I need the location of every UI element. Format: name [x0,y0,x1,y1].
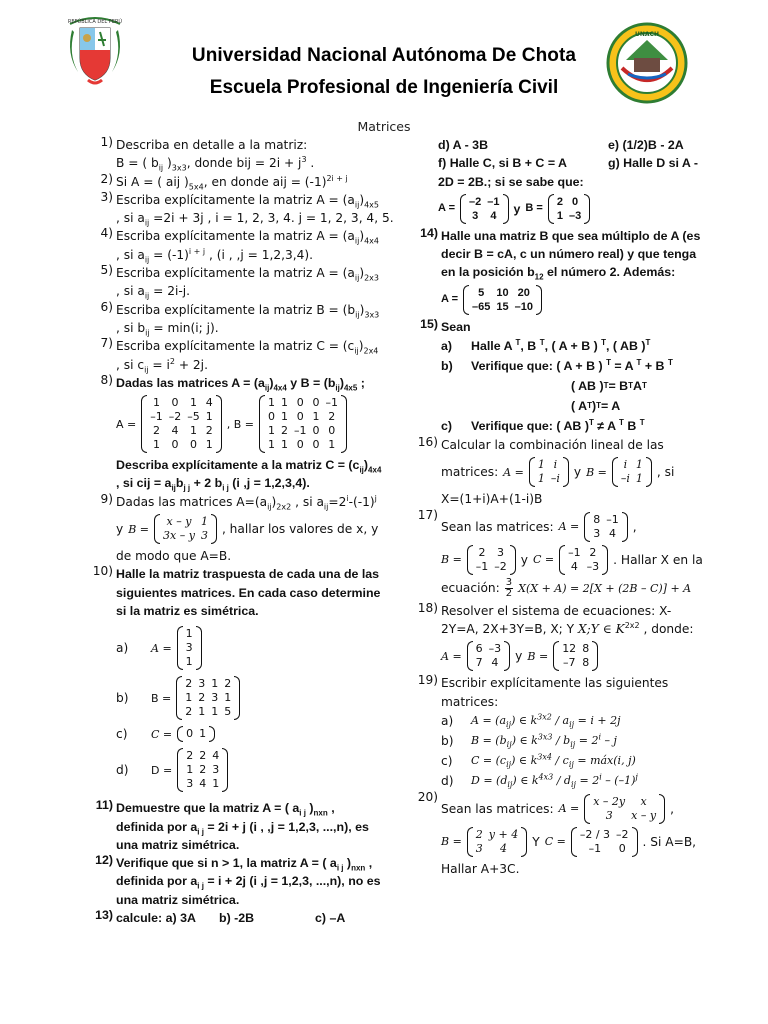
matrix-entry: 2 [328,410,336,424]
matrix-B [612,457,652,487]
matrix-entry: 1 [212,777,220,791]
matrix-entry: x – y [631,808,657,822]
school-title: Escuela Profesional de Ingeniería Civil [209,77,559,98]
matrix-entry: 3 [198,677,206,691]
matrix-entry: 2 [475,827,483,841]
matrix-entries [182,677,234,719]
problem-17: 17) Sean las matrices: A = 8 –1 3 4 , B = 2 3 –1 –2 y C = –1 2 4 –3 . Hallar X en la ecuación: 3 2 X(X + A) = 2[X + (2B – C)] + A [417,507,703,599]
problem-7: 7) Escriba explícitamente la matriz $C = (c_{ij})_{2x4}$ , si $c_{ij} = i^2 + 2j$. [100,336,379,374]
matrix-entry: 0 [312,424,320,438]
matrix-entry: 3 [472,209,479,222]
matrix-entries [590,513,622,541]
matrix-entries [147,396,216,452]
matrix-entry: 1 [635,458,643,472]
matrix-entry: x – y [166,515,192,529]
matrix-entry: 0 [171,438,179,452]
matrix-entry: –1 [588,841,602,855]
matrix-entry: 3 [211,691,219,705]
matrix-entry: 1 [185,627,193,641]
problem-11: 11) Demuestre que la matriz A = ( $a_{i j}$ )$_{nxn}$ , definida por $a_{i j} = 2i + j$ (i , ,j = 1,2,3, ...,n), es una matriz simétrica. [95,798,369,852]
problem-16: 16) Calcular la combinación lineal de las matrices: A = 1 i 1 –i y B = i 1 –i 1 , si X=(1+i)A+(1-i)B [417,435,675,507]
matrix-entry: 4 [171,424,179,438]
matrix-C [559,545,608,575]
matrix-entry: 8 [593,512,601,526]
right-column [412,136,712,878]
matrix-entry: 4 [570,559,578,573]
problem-6: 6) Escriba explícitamente la matriz $B = (b_{ij})_{3x3}$ , si $b_{ij} = \min(i$; j). [100,299,380,338]
problem-10: 10) Halle la matriz traspuesta de cada una de las siguientes matrices. En cada caso determine si la matriz es simétrica. a) A = 1 3 1 b) B = 2 3 1 2 1 2 3 1 2 1 1 5 c) C = 0 1 d) D = 2 2 4 1 2 3 3 4 1 [92,564,381,791]
problem-12: 12) Verifique que si n > 1, la matriz A = ( $a_{i j}$ )$_{nxn}$ , definida por $a_{i j} = i + 2j$ (i ,j = 1,2,3, ...,n), no es una matriz simétrica. [95,853,381,907]
fraction: 3 2 [505,576,513,599]
matrix-entry: 3 [475,841,483,855]
matrix-entry: 1 [211,677,219,691]
matrix-entries [565,546,602,574]
matrix-entries [473,828,521,856]
matrix-entry: 3 [593,526,601,540]
matrix-A [141,395,222,453]
matrix-entry: 1 [268,438,276,452]
matrix-B [176,676,240,720]
matrix-entry: 4 [212,749,220,763]
matrix-entry: 3 [497,545,505,559]
matrix-entry: 8 [582,642,590,656]
matrix-B [553,641,598,671]
matrix-entry: 1 [190,424,197,438]
matrix-entries [160,515,211,543]
matrix-entry: 1 [312,410,320,424]
matrix-entry: –7 [562,656,576,670]
matrix-entry: 3 [185,641,193,655]
matrix-entries [265,396,341,452]
matrix-entry: –1 [606,512,619,526]
matrix-entry: 0 [572,195,579,208]
matrix-entry: 4 [205,396,213,410]
matrix-entry: –65 [472,300,491,313]
matrix-entry: 1 [205,410,213,424]
matrix-entry: 10 [496,286,509,299]
matrix-entry: –2 [469,195,482,208]
matrix-A [460,194,509,224]
matrix-entry: 12 [562,642,577,656]
matrix-entry: 1 [153,438,160,452]
matrix-entry: 1 [211,705,219,719]
matrix-A [467,641,511,671]
matrix-entry: –2 / 3 [579,827,611,841]
matrix-entries [590,795,659,823]
matrix-entry: 6 [475,642,483,656]
definition-item: d) $D = (d_{ij})$ ∈ $k^{4x3} / d_{ij} = 2^i - (-1)^j$ [441,772,638,790]
matrix-entry: 1 [200,515,208,529]
matrix-entry: –2 [494,559,507,573]
problem-2: 2) Si A = ( aij )$_{5x4}$, en donde aij = $(-1)^{2i + j}$ [100,171,348,192]
matrix-entry: 1 [199,727,207,741]
matrix-entry: 2 [199,749,207,763]
matrix-entry: 0 [312,438,320,452]
problem-13-continued: d) A - 3B e) (1/2)B - 2A f) Halle C, si B + C = A g) Halle D si A - 2D = 2B.; si se sabe que: A = –2 –1 3 4 y B = 2 0 1 –3 [438,138,698,222]
matrix-entry: 1 [281,438,289,452]
matrix-entry: –3 [586,559,600,573]
matrix-entries [473,642,505,670]
matrix-entry: 1 [205,438,213,452]
matrix-entries [183,627,196,669]
section-title: Matrices [357,119,411,134]
problem-18: 18) Resolver el sistema de ecuaciones: X- 2Y=A, 2X+3Y=B, X; Y X;Y ∈ $K^{2x2}$ , donde: A = 6 –3 7 4 y B = 12 8 –7 8 [417,600,694,670]
matrix-B [467,545,516,575]
matrix-entry: –2 [168,410,182,424]
svg-text:REPÚBLICA DEL PERÚ: REPÚBLICA DEL PERÚ [67,19,123,25]
problem-15: 15) Sean a) Halle A $^T$, B $^T$, ( A + B ) $^T$, ( AB )$^T$ b) Verifique que: ( A + B ) $^T$ = A $^T$ + B $^T$ ( AB ) T = B T A T ( A T ) T = A c) Verifique que: ( AB )$^T$ ≠ A $^T$ B $^T$ [420,316,673,434]
matrix-A [529,457,569,487]
matrix-entry: –10 [514,300,533,313]
matrix-entry: 2 [478,545,486,559]
problem-19: 19) Escribir explícitamente las siguientes matrices: a) $A = (a_{ij})$ ∈ $k^{3x2} / a_{ij} = i + 2j$ b) $B = (b_{ij})$ ∈ $k^{3x3} / b_{ij} = 2^i - j$ c) $C = (c_{ij})$ ∈ $k^{3x4} / c_{ij}$ = máx(i, j) d) $D = (d_{ij})$ ∈ $k^{4x3} / d_{ij} = 2^i - (-1)^j$ [412,674,712,791]
matrix-entry: 1 [281,410,289,424]
matrix-C [177,726,215,742]
matrix-entries [466,195,503,223]
problem-3: 3) Escriba explícitamente la matriz $A = (a_{ij})_{4x5}$ , si $a_{ij} =2i + 3j$ , i = 1, 2, 3, 4. j = 1, 2, 3, 4, 5. [100,189,394,228]
matrix-entry: 1 [190,396,197,410]
problem-20: 20) Sean las matrices: A = x – 2y x 3 x – y , B = 2 y + 4 3 4 Y C = –2 / 3 –2 –1 0 . Si A=B, Hallar A+3C. [417,789,697,876]
matrix-entry: 15 [496,300,509,313]
matrix-entry: 0 [618,841,626,855]
matrix-entry: 3 [212,763,220,777]
university-title: Universidad Nacional Autónoma De Chota [191,45,577,66]
matrix-entry: 1 [537,472,545,486]
matrix-A [177,626,202,670]
matrix-entry: 1 [185,691,193,705]
matrix-D [177,748,228,792]
problem-1: 1) Describa en detalle a la matriz: B = ( $b_{ij}$ )$_{3x3}$, donde bij = $2i + j^3$ . [87,136,387,173]
matrix-entries [473,546,510,574]
problem-9: 9) Dadas las matrices $A=(a_{ij})_{2x2}$ , si $a_{ij}=2^i-(-1)^j$ y B = x – y 1 3x – y 3 , hallar los valores de x, y de modo que A=B. [100,491,379,564]
matrix-entries [535,458,563,486]
matrix-B [154,514,217,544]
matrix-entry: 5 [224,705,232,719]
matrix-entry: 4 [490,209,497,222]
problem-5: 5) Escriba explícitamente la matriz $A = (a_{ij})_{2x3}$ , si $a_{ij} = 2i-j$. [100,263,379,301]
matrix-entry: –3 [568,209,582,222]
matrix-entry: 0 [190,438,197,452]
matrix-entry: 0 [312,396,320,410]
matrix-entry: 0 [268,410,276,424]
matrix-entry: 1 [635,472,643,486]
matrix-entry: 3 [200,529,208,543]
matrix-entry: 7 [475,656,483,670]
matrix-entry: 0 [296,410,304,424]
matrix-entry: –i [550,472,560,486]
matrix-entry: 1 [537,458,545,472]
matrix-entry: 2 [205,424,213,438]
matrix-entry: 8 [582,656,590,670]
problem-13: 13) calcule: a) 3A b) -2B c) –A [95,908,346,926]
matrix-entries [577,828,632,856]
matrix-entry: 4 [199,777,207,791]
matrix-entry: 5 [478,286,485,299]
matrix-entry: 1 [328,438,336,452]
matrix-row: A = 1 0 1 4 –1 –2 –5 1 2 4 1 2 1 0 0 1 , B = 1 1 0 0 –1 0 1 0 1 2 1 2 –1 0 0 1 1 0 0 1 [116,395,387,453]
matrix-entry: –1 [294,424,307,438]
matrix-entry: –2 [616,827,629,841]
matrix-entry: 4 [491,656,499,670]
problem-number: 1) [100,135,113,149]
matrix-entry: –1 [568,545,581,559]
matrix-entry: 2 [224,677,232,691]
matrix-entry: 1 [224,691,232,705]
matrix-entry: 4 [608,526,616,540]
matrix-entries [554,195,584,223]
matrix-entry: 0 [296,438,304,452]
matrix-entry: 2 [185,677,193,691]
matrix-entry: 1 [153,396,160,410]
matrix-entry: –1 [487,195,500,208]
matrix-entry: 3x – y [163,529,195,543]
matrix-A [584,794,665,824]
matrix-entry: y + 4 [488,827,519,841]
left-column [87,135,394,927]
matrix-entry: –1 [475,559,489,573]
matrix-entry: 1 [185,655,193,669]
matrix-entry: 0 [186,727,194,741]
matrix-entry: 2 [281,424,289,438]
matrix-entry: 1 [556,209,563,222]
matrix-entry: 2 [186,749,194,763]
matrix-entry: 0 [328,424,336,438]
matrix-entries [183,727,209,741]
matrix-B [259,395,347,453]
matrix-A [584,512,628,542]
matrix-entry: i [623,458,628,472]
matrix-entry: –1 [325,396,339,410]
problem-14: 14) Halle una matriz B que sea múltiplo de A (es decir B = cA, c un número real) y que tenga en la posición $b_{12}$ el número 2. Además: A = 5 10 20 –65 15 –10 [420,225,701,313]
matrix-entry: 0 [171,396,179,410]
matrix-entry: –1 [150,410,163,424]
matrix-entry: 1 [186,763,194,777]
matrix-entries [183,749,222,791]
problem-4: 4) Escriba explícitamente la matriz $A = (a_{ij})_{4x4}$ , si $a_{ij} = (-1)^{i + j}$ , (i , ,j = 1,2,3,4). [100,226,379,265]
matrix-entry: x – 2y [593,794,626,808]
matrix-entry: 0 [296,396,304,410]
definition-item: a) $A = (a_{ij})$ ∈ $k^{3x2} / a_{ij} = i + 2j$ [441,712,621,730]
matrix-entry: 2 [556,195,563,208]
matrix-entry: i [553,458,558,472]
matrix-entry: 1 [281,396,289,410]
matrix-entry: 2 [153,424,160,438]
matrix-entry: 2 [185,705,193,719]
matrix-A [463,285,542,315]
matrix-entry: 3 [186,777,194,791]
matrix-entry: 3 [605,808,613,822]
matrix-entries [618,458,646,486]
matrix-entry: 2 [198,691,206,705]
matrix-C [571,827,638,857]
matrix-entry: 2 [589,545,597,559]
definition-item: c) $C = (c_{ij})$ ∈ $k^{3x4} / c_{ij}$ = máx(i, j) [441,752,636,770]
definition-item: b) $B = (b_{ij})$ ∈ $k^{3x3} / b_{ij} = 2^i - j$ [441,732,617,750]
matrix-entry: –3 [488,642,502,656]
matrix-entry: 20 [517,286,530,299]
matrix-entry: 1 [268,396,276,410]
matrix-entry: –i [620,472,630,486]
matrix-B [548,194,590,224]
svg-text:UNACH: UNACH [635,31,659,38]
matrix-entry: –5 [187,410,200,424]
matrix-entries [559,642,592,670]
matrix-entry: 1 [268,424,276,438]
matrix-B [467,827,527,857]
problem-8: 8) Dadas las matrices $A = (a_{ij})_{4x4}$ y $B = (b_{ij})_{4x5}$ ; A = 1 0 1 4 –1 –2 –5 1 2 4 1 2 1 0 0 1 , B = 1 1 0 0 –1 0 1 0 1 2 1 2 –1 0 0 1 1 0 0 1 Describa explícitamente a la matriz $C = (c_{ij})_{4x4}$ , si cij = $a_{ij}b_{j j} + 2$ $b_{i j}$ (i ,j = 1,2,3,4). [87,374,387,493]
matrix-entry: x [640,794,647,808]
matrix-entry: 2 [199,763,207,777]
matrix-entry: 1 [198,705,206,719]
matrix-entries [469,286,536,314]
matrix-entry: 4 [500,841,508,855]
